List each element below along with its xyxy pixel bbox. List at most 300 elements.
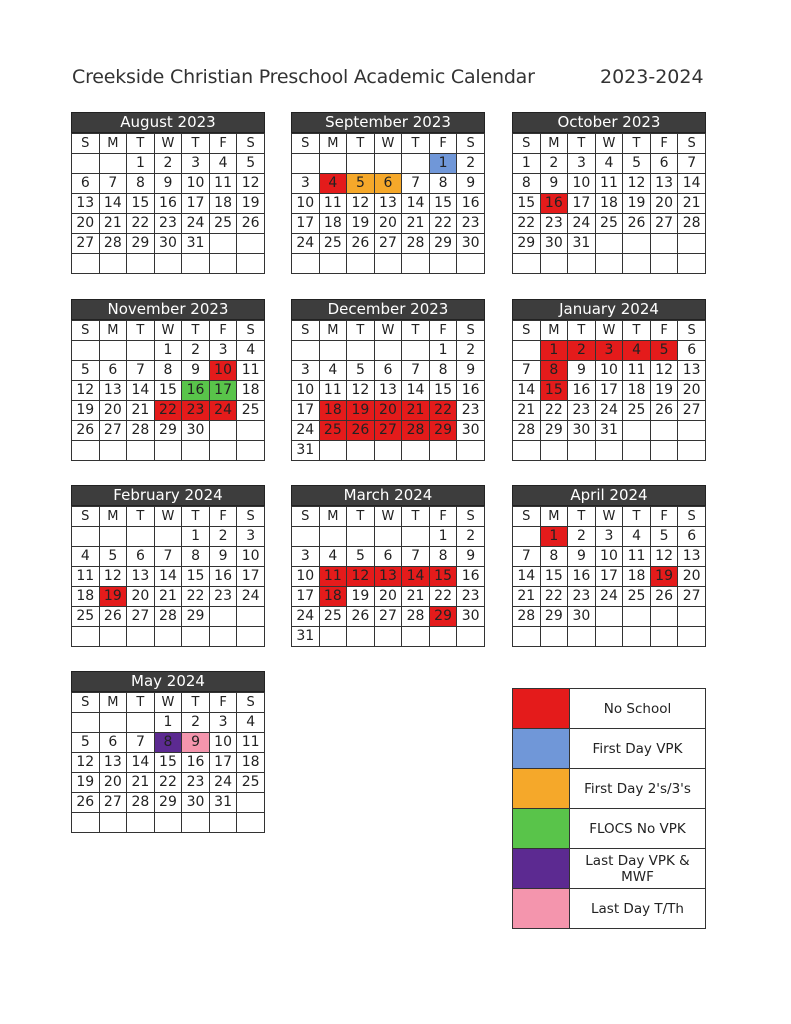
day-cell: 14 (513, 381, 541, 401)
day-cell: 2 (457, 527, 485, 547)
day-cell: 26 (72, 793, 100, 813)
day-cell: 21 (127, 773, 155, 793)
day-cell: 11 (319, 381, 347, 401)
weekday-header: S (513, 321, 541, 341)
empty-cell (347, 441, 375, 461)
empty-cell (347, 154, 375, 174)
empty-cell (595, 607, 623, 627)
day-cell: 28 (402, 607, 430, 627)
day-cell: 5 (347, 174, 375, 194)
day-cell: 23 (182, 773, 210, 793)
day-cell: 27 (678, 401, 706, 421)
day-cell: 3 (292, 361, 320, 381)
empty-cell (429, 254, 457, 274)
legend-swatch (513, 729, 570, 769)
day-cell: 9 (182, 361, 210, 381)
day-cell: 6 (374, 547, 402, 567)
day-cell: 22 (429, 401, 457, 421)
day-cell: 23 (154, 214, 182, 234)
empty-cell (237, 234, 265, 254)
day-cell: 4 (72, 547, 100, 567)
empty-cell (347, 254, 375, 274)
day-cell: 28 (513, 421, 541, 441)
empty-cell (127, 527, 155, 547)
day-cell: 21 (127, 401, 155, 421)
day-cell: 26 (347, 234, 375, 254)
empty-cell (457, 441, 485, 461)
day-cell: 16 (568, 567, 596, 587)
day-cell: 26 (347, 421, 375, 441)
day-cell: 20 (99, 401, 127, 421)
day-cell: 1 (154, 713, 182, 733)
day-cell: 13 (374, 194, 402, 214)
empty-cell (182, 254, 210, 274)
day-cell: 7 (99, 174, 127, 194)
day-cell: 13 (99, 381, 127, 401)
legend-label: First Day VPK (570, 729, 706, 769)
month-title: November 2023 (71, 299, 265, 320)
day-cell: 13 (99, 753, 127, 773)
day-cell: 9 (154, 174, 182, 194)
month-title: December 2023 (291, 299, 485, 320)
month-calendar (512, 112, 706, 274)
weekday-header: T (127, 507, 155, 527)
empty-cell (678, 441, 706, 461)
day-cell: 10 (292, 381, 320, 401)
day-cell: 19 (623, 194, 651, 214)
weekday-header: S (237, 321, 265, 341)
day-cell: 9 (182, 733, 210, 753)
empty-cell (292, 341, 320, 361)
day-cell: 25 (237, 401, 265, 421)
day-cell: 16 (182, 753, 210, 773)
legend-swatch (513, 889, 570, 929)
weekday-header: M (540, 134, 568, 154)
weekday-header: W (154, 507, 182, 527)
empty-cell (678, 421, 706, 441)
empty-cell (595, 441, 623, 461)
day-cell: 24 (292, 234, 320, 254)
empty-cell (402, 154, 430, 174)
empty-cell (127, 341, 155, 361)
day-cell: 10 (237, 547, 265, 567)
day-cell: 15 (513, 194, 541, 214)
weekday-header: M (99, 693, 127, 713)
weekday-header: S (237, 134, 265, 154)
day-cell: 3 (568, 154, 596, 174)
day-cell: 14 (402, 381, 430, 401)
day-cell: 10 (595, 547, 623, 567)
empty-cell (209, 607, 237, 627)
day-cell: 20 (72, 214, 100, 234)
legend-label: First Day 2's/3's (570, 769, 706, 809)
weekday-header: T (347, 134, 375, 154)
day-cell: 13 (374, 381, 402, 401)
weekday-header: S (678, 134, 706, 154)
empty-cell (678, 234, 706, 254)
weekday-header: S (513, 134, 541, 154)
day-cell: 15 (429, 194, 457, 214)
day-cell: 28 (154, 607, 182, 627)
day-cell: 19 (72, 401, 100, 421)
day-cell: 24 (209, 401, 237, 421)
empty-cell (374, 254, 402, 274)
day-cell: 20 (650, 194, 678, 214)
weekday-header: T (402, 507, 430, 527)
day-cell: 24 (209, 773, 237, 793)
empty-cell (429, 627, 457, 647)
day-cell: 22 (540, 401, 568, 421)
empty-cell (319, 341, 347, 361)
day-cell: 20 (99, 773, 127, 793)
empty-cell (209, 627, 237, 647)
day-cell: 16 (568, 381, 596, 401)
weekday-header: T (568, 134, 596, 154)
day-cell: 31 (595, 421, 623, 441)
day-cell: 4 (623, 527, 651, 547)
empty-cell (99, 254, 127, 274)
day-cell: 7 (402, 547, 430, 567)
day-cell: 11 (623, 547, 651, 567)
day-cell: 7 (154, 547, 182, 567)
day-cell: 22 (540, 587, 568, 607)
empty-cell (127, 627, 155, 647)
day-cell: 28 (127, 793, 155, 813)
weekday-header: F (650, 134, 678, 154)
day-cell: 8 (154, 361, 182, 381)
day-cell: 13 (678, 361, 706, 381)
weekday-header: T (182, 693, 210, 713)
day-cell: 25 (623, 401, 651, 421)
day-cell: 19 (237, 194, 265, 214)
day-cell: 31 (182, 234, 210, 254)
day-cell: 15 (540, 381, 568, 401)
day-cell: 8 (513, 174, 541, 194)
day-cell: 19 (347, 401, 375, 421)
day-cell: 23 (540, 214, 568, 234)
weekday-header: S (237, 693, 265, 713)
day-cell: 11 (237, 361, 265, 381)
day-cell: 30 (457, 421, 485, 441)
weekday-header: W (154, 321, 182, 341)
month-title: April 2024 (512, 485, 706, 506)
day-cell: 7 (678, 154, 706, 174)
empty-cell (568, 254, 596, 274)
day-cell: 18 (209, 194, 237, 214)
empty-cell (650, 254, 678, 274)
day-cell: 18 (319, 214, 347, 234)
empty-cell (99, 341, 127, 361)
day-cell: 6 (72, 174, 100, 194)
day-cell: 10 (292, 567, 320, 587)
day-cell: 5 (650, 527, 678, 547)
day-cell: 31 (568, 234, 596, 254)
weekday-header: W (595, 507, 623, 527)
day-cell: 27 (374, 607, 402, 627)
day-cell: 30 (457, 234, 485, 254)
day-cell: 19 (650, 381, 678, 401)
day-cell: 15 (154, 381, 182, 401)
day-cell: 26 (347, 607, 375, 627)
empty-cell (347, 627, 375, 647)
month-title: September 2023 (291, 112, 485, 133)
day-cell: 12 (237, 174, 265, 194)
day-cell: 17 (292, 214, 320, 234)
day-cell: 9 (457, 361, 485, 381)
empty-cell (209, 441, 237, 461)
day-cell: 16 (457, 194, 485, 214)
month-grid (71, 692, 265, 833)
day-cell: 15 (429, 381, 457, 401)
month-title: February 2024 (71, 485, 265, 506)
day-cell: 31 (209, 793, 237, 813)
empty-cell (237, 421, 265, 441)
month-grid (512, 506, 706, 647)
month-title: August 2023 (71, 112, 265, 133)
day-cell: 27 (650, 214, 678, 234)
day-cell: 23 (182, 401, 210, 421)
legend-row (513, 849, 706, 889)
day-cell: 12 (72, 753, 100, 773)
day-cell: 27 (678, 587, 706, 607)
day-cell: 19 (650, 567, 678, 587)
weekday-header: F (650, 321, 678, 341)
day-cell: 26 (99, 607, 127, 627)
empty-cell (650, 627, 678, 647)
day-cell: 10 (209, 733, 237, 753)
day-cell: 17 (292, 401, 320, 421)
day-cell: 4 (319, 361, 347, 381)
day-cell: 8 (127, 174, 155, 194)
day-cell: 14 (513, 567, 541, 587)
day-cell: 25 (209, 214, 237, 234)
day-cell: 11 (623, 361, 651, 381)
month-grid (512, 320, 706, 461)
month-calendar (71, 485, 265, 647)
empty-cell (402, 441, 430, 461)
day-cell: 3 (595, 527, 623, 547)
day-cell: 9 (568, 361, 596, 381)
day-cell: 30 (457, 607, 485, 627)
weekday-header: W (374, 507, 402, 527)
day-cell: 12 (650, 361, 678, 381)
day-cell: 25 (237, 773, 265, 793)
day-cell: 29 (127, 234, 155, 254)
month-calendar (291, 299, 485, 461)
month-title: January 2024 (512, 299, 706, 320)
day-cell: 27 (374, 421, 402, 441)
empty-cell (99, 154, 127, 174)
empty-cell (154, 527, 182, 547)
weekday-header: T (182, 321, 210, 341)
day-cell: 24 (595, 401, 623, 421)
day-cell: 26 (623, 214, 651, 234)
empty-cell (319, 527, 347, 547)
weekday-header: M (99, 134, 127, 154)
day-cell: 24 (182, 214, 210, 234)
day-cell: 29 (154, 421, 182, 441)
day-cell: 25 (319, 234, 347, 254)
day-cell: 24 (292, 421, 320, 441)
month-calendar (71, 112, 265, 274)
weekday-header: M (99, 321, 127, 341)
weekday-header: W (374, 321, 402, 341)
legend-label: No School (570, 689, 706, 729)
day-cell: 30 (568, 421, 596, 441)
day-cell: 14 (402, 194, 430, 214)
empty-cell (72, 627, 100, 647)
day-cell: 13 (374, 567, 402, 587)
weekday-header: T (182, 134, 210, 154)
empty-cell (513, 441, 541, 461)
day-cell: 23 (457, 587, 485, 607)
day-cell: 23 (568, 401, 596, 421)
day-cell: 2 (457, 341, 485, 361)
day-cell: 6 (650, 154, 678, 174)
weekday-header: T (402, 134, 430, 154)
day-cell: 13 (650, 174, 678, 194)
day-cell: 27 (99, 421, 127, 441)
empty-cell (402, 254, 430, 274)
day-cell: 22 (154, 401, 182, 421)
day-cell: 20 (374, 587, 402, 607)
empty-cell (457, 254, 485, 274)
day-cell: 21 (678, 194, 706, 214)
empty-cell (374, 341, 402, 361)
weekday-header: T (127, 321, 155, 341)
school-year: 2023-2024 (600, 66, 704, 88)
day-cell: 4 (623, 341, 651, 361)
legend-row (513, 769, 706, 809)
day-cell: 10 (182, 174, 210, 194)
day-cell: 16 (540, 194, 568, 214)
day-cell: 18 (237, 753, 265, 773)
empty-cell (678, 254, 706, 274)
day-cell: 1 (540, 341, 568, 361)
empty-cell (319, 154, 347, 174)
legend-row (513, 889, 706, 929)
day-cell: 19 (347, 587, 375, 607)
month-calendar (71, 671, 265, 833)
day-cell: 15 (127, 194, 155, 214)
empty-cell (99, 527, 127, 547)
day-cell: 15 (182, 567, 210, 587)
day-cell: 21 (402, 214, 430, 234)
empty-cell (513, 527, 541, 547)
day-cell: 17 (568, 194, 596, 214)
empty-cell (513, 627, 541, 647)
empty-cell (99, 713, 127, 733)
day-cell: 7 (513, 547, 541, 567)
day-cell: 4 (595, 154, 623, 174)
empty-cell (540, 627, 568, 647)
day-cell: 3 (292, 174, 320, 194)
day-cell: 24 (237, 587, 265, 607)
day-cell: 14 (127, 753, 155, 773)
day-cell: 4 (319, 174, 347, 194)
empty-cell (650, 607, 678, 627)
day-cell: 17 (595, 567, 623, 587)
day-cell: 3 (292, 547, 320, 567)
empty-cell (623, 607, 651, 627)
day-cell: 29 (429, 234, 457, 254)
weekday-header: S (292, 321, 320, 341)
day-cell: 21 (402, 587, 430, 607)
month-grid (291, 133, 485, 274)
weekday-header: M (540, 507, 568, 527)
day-cell: 5 (72, 361, 100, 381)
day-cell: 24 (595, 587, 623, 607)
weekday-header: T (127, 134, 155, 154)
day-cell: 17 (209, 753, 237, 773)
empty-cell (402, 341, 430, 361)
day-cell: 29 (429, 607, 457, 627)
day-cell: 10 (595, 361, 623, 381)
day-cell: 30 (540, 234, 568, 254)
day-cell: 22 (127, 214, 155, 234)
empty-cell (72, 341, 100, 361)
empty-cell (457, 627, 485, 647)
day-cell: 3 (595, 341, 623, 361)
day-cell: 26 (650, 587, 678, 607)
legend-row (513, 729, 706, 769)
day-cell: 7 (513, 361, 541, 381)
empty-cell (513, 254, 541, 274)
day-cell: 15 (540, 567, 568, 587)
day-cell: 17 (237, 567, 265, 587)
empty-cell (209, 234, 237, 254)
empty-cell (429, 441, 457, 461)
day-cell: 8 (429, 174, 457, 194)
weekday-header: M (99, 507, 127, 527)
empty-cell (237, 793, 265, 813)
day-cell: 28 (99, 234, 127, 254)
page-title: Creekside Christian Preschool Academic Calendar (72, 66, 535, 88)
day-cell: 20 (127, 587, 155, 607)
empty-cell (237, 813, 265, 833)
empty-cell (72, 441, 100, 461)
day-cell: 8 (182, 547, 210, 567)
month-grid (512, 133, 706, 274)
day-cell: 20 (374, 401, 402, 421)
empty-cell (209, 813, 237, 833)
day-cell: 15 (429, 567, 457, 587)
empty-cell (623, 254, 651, 274)
day-cell: 24 (568, 214, 596, 234)
day-cell: 12 (623, 174, 651, 194)
day-cell: 11 (209, 174, 237, 194)
day-cell: 26 (237, 214, 265, 234)
weekday-header: S (72, 321, 100, 341)
weekday-header: T (347, 321, 375, 341)
weekday-header: S (457, 321, 485, 341)
day-cell: 5 (72, 733, 100, 753)
month-grid (71, 133, 265, 274)
empty-cell (72, 254, 100, 274)
day-cell: 29 (429, 421, 457, 441)
day-cell: 18 (623, 381, 651, 401)
empty-cell (595, 234, 623, 254)
empty-cell (319, 627, 347, 647)
empty-cell (292, 254, 320, 274)
day-cell: 18 (595, 194, 623, 214)
day-cell: 5 (237, 154, 265, 174)
day-cell: 1 (429, 527, 457, 547)
day-cell: 27 (374, 234, 402, 254)
empty-cell (623, 421, 651, 441)
day-cell: 20 (678, 567, 706, 587)
day-cell: 4 (237, 713, 265, 733)
